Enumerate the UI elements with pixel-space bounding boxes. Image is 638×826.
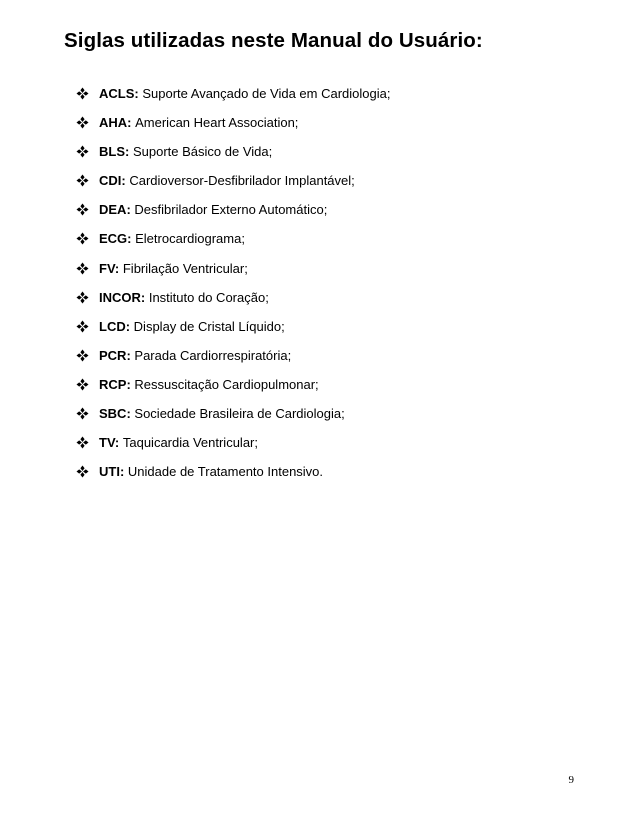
- acronym-abbreviation: RCP:: [99, 376, 131, 392]
- acronym-meaning: Cardioversor-Desfibrilador Implantável;: [129, 173, 355, 189]
- acronym-abbreviation: PCR:: [99, 347, 131, 363]
- acronym-item: [76, 457, 390, 486]
- acronym-meaning: Taquicardia Ventricular;: [122, 434, 258, 450]
- acronym-meaning: Suporte Básico de Vida;: [132, 144, 273, 160]
- acronym-item: [76, 224, 390, 253]
- acronym-item: [76, 341, 390, 370]
- acronym-meaning: Ressuscitação Cardiopulmonar;: [134, 376, 319, 392]
- acronym-abbreviation: LCD:: [99, 318, 131, 334]
- acronym-item: [76, 79, 390, 108]
- four-diamond-bullet-icon: [76, 87, 89, 100]
- acronym-meaning: Sociedade Brasileira de Cardiologia;: [134, 405, 345, 421]
- acronym-meaning: Parada Cardiorrespiratória;: [134, 347, 292, 363]
- acronym-meaning: American Heart Association;: [135, 115, 299, 131]
- acronym-abbreviation: ECG:: [99, 231, 132, 247]
- acronym-item: [76, 166, 390, 195]
- four-diamond-bullet-icon: [76, 465, 89, 478]
- acronym-item: [76, 370, 390, 399]
- acronym-item: [76, 312, 390, 341]
- acronym-abbreviation: DEA:: [99, 202, 131, 218]
- acronym-abbreviation: ACLS:: [99, 86, 139, 102]
- four-diamond-bullet-icon: [76, 407, 89, 420]
- acronym-list: [76, 79, 390, 486]
- acronym-meaning: Eletrocardiograma;: [135, 231, 245, 247]
- acronym-abbreviation: BLS:: [99, 144, 130, 160]
- acronym-item: [76, 195, 390, 224]
- acronym-abbreviation: SBC:: [99, 405, 131, 421]
- four-diamond-bullet-icon: [76, 203, 89, 216]
- acronym-abbreviation: INCOR:: [99, 289, 146, 305]
- acronym-item: [76, 137, 390, 166]
- page-title: Siglas utilizadas neste Manual do Usuário:: [64, 29, 483, 52]
- acronym-abbreviation: CDI:: [99, 173, 126, 189]
- acronym-abbreviation: FV:: [99, 260, 120, 276]
- acronym-meaning: Desfibrilador Externo Automático;: [134, 202, 328, 218]
- acronym-item: [76, 253, 390, 282]
- acronym-item: [76, 283, 390, 312]
- four-diamond-bullet-icon: [76, 145, 89, 158]
- four-diamond-bullet-icon: [76, 116, 89, 129]
- acronym-item: [76, 428, 390, 457]
- four-diamond-bullet-icon: [76, 174, 89, 187]
- acronym-meaning: Fibrilação Ventricular;: [122, 260, 248, 276]
- four-diamond-bullet-icon: [76, 232, 89, 245]
- acronym-item: [76, 108, 390, 137]
- acronym-meaning: Instituto do Coração;: [148, 289, 269, 305]
- four-diamond-bullet-icon: [76, 262, 89, 275]
- acronym-item: [76, 399, 390, 428]
- acronym-abbreviation: TV:: [99, 434, 120, 450]
- acronym-abbreviation: AHA:: [99, 115, 132, 131]
- four-diamond-bullet-icon: [76, 320, 89, 333]
- four-diamond-bullet-icon: [76, 291, 89, 304]
- acronym-abbreviation: UTI:: [99, 464, 125, 480]
- four-diamond-bullet-icon: [76, 349, 89, 362]
- page-number: 9: [568, 774, 574, 786]
- acronym-meaning: Unidade de Tratamento Intensivo.: [127, 464, 324, 480]
- acronym-meaning: Display de Cristal Líquido;: [133, 318, 285, 334]
- four-diamond-bullet-icon: [76, 436, 89, 449]
- acronym-meaning: Suporte Avançado de Vida em Cardiologia;: [142, 86, 391, 102]
- four-diamond-bullet-icon: [76, 378, 89, 391]
